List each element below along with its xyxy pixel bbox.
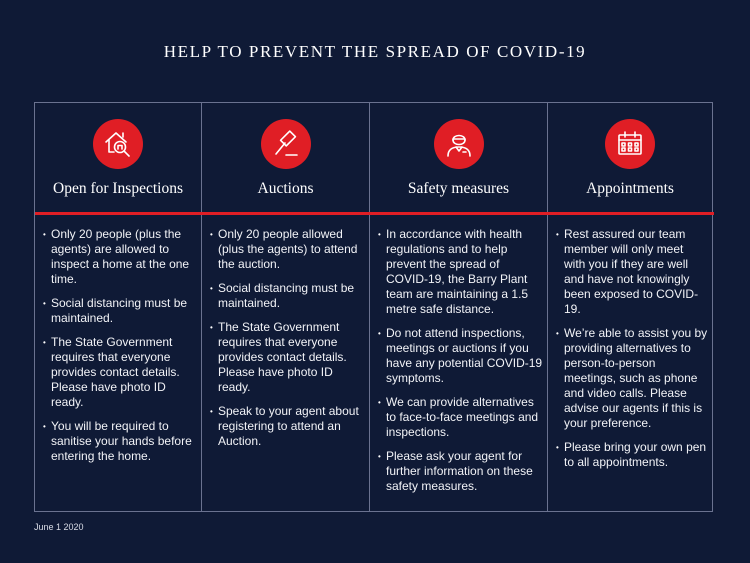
list-item: • The State Government requires that everyone provides contact details. Please have photo ID ready. bbox=[43, 335, 197, 410]
column-list bbox=[43, 227, 197, 473]
column-list bbox=[210, 227, 365, 458]
agent-person-icon bbox=[434, 119, 484, 169]
date-label: June 1 2020 bbox=[34, 522, 84, 532]
column-title: Safety measures bbox=[407, 180, 510, 197]
list-item: • The State Government requires that everyone provides contact details. Please have photo ID ready. bbox=[210, 320, 365, 395]
list-item: • We’re able to assist you by providing alternatives to person-to-person meetings, such as phone and video calls. Please advise our agents if this is your preference. bbox=[556, 326, 708, 431]
list-item: • You will be required to sanitise your hands before entering the home. bbox=[43, 419, 197, 464]
column-open-for-inspections bbox=[35, 103, 201, 511]
list-item: • Social distancing must be maintained. bbox=[43, 296, 197, 326]
list-item: • We can provide alternatives to face-to-face meetings and inspections. bbox=[378, 395, 543, 440]
list-item: • Only 20 people (plus the agents) are allowed to inspect a home at the one time. bbox=[43, 227, 197, 287]
column-list bbox=[556, 227, 708, 479]
column-appointments bbox=[547, 103, 712, 511]
column-title: Open for Inspections bbox=[53, 180, 183, 197]
list-item: • Do not attend inspections, meetings or auctions if you have any potential COVID-19 symptoms. bbox=[378, 326, 543, 386]
info-table bbox=[34, 102, 713, 512]
house-search-icon bbox=[93, 119, 143, 169]
gavel-icon bbox=[261, 119, 311, 169]
column-auctions bbox=[201, 103, 369, 511]
header-divider bbox=[35, 212, 714, 215]
column-safety-measures bbox=[369, 103, 547, 511]
page-title: HELP TO PREVENT THE SPREAD OF COVID-19 bbox=[163, 42, 587, 61]
list-item: • In accordance with health regulations and to help prevent the spread of COVID-19, the Barry Plant team are maintaining a 1.5 metre safe distance. bbox=[378, 227, 543, 317]
column-list bbox=[378, 227, 543, 503]
list-item: • Only 20 people allowed (plus the agents) to attend the auction. bbox=[210, 227, 365, 272]
column-title: Auctions bbox=[257, 180, 314, 197]
calendar-icon bbox=[605, 119, 655, 169]
list-item: • Please ask your agent for further information on these safety measures. bbox=[378, 449, 543, 494]
list-item: • Social distancing must be maintained. bbox=[210, 281, 365, 311]
column-title: Appointments bbox=[586, 180, 674, 197]
list-item: • Speak to your agent about registering to attend an Auction. bbox=[210, 404, 365, 449]
list-item: • Please bring your own pen to all appointments. bbox=[556, 440, 708, 470]
list-item: • Rest assured our team member will only meet with you if they are well and have not knowingly been exposed to COVID-19. bbox=[556, 227, 708, 317]
